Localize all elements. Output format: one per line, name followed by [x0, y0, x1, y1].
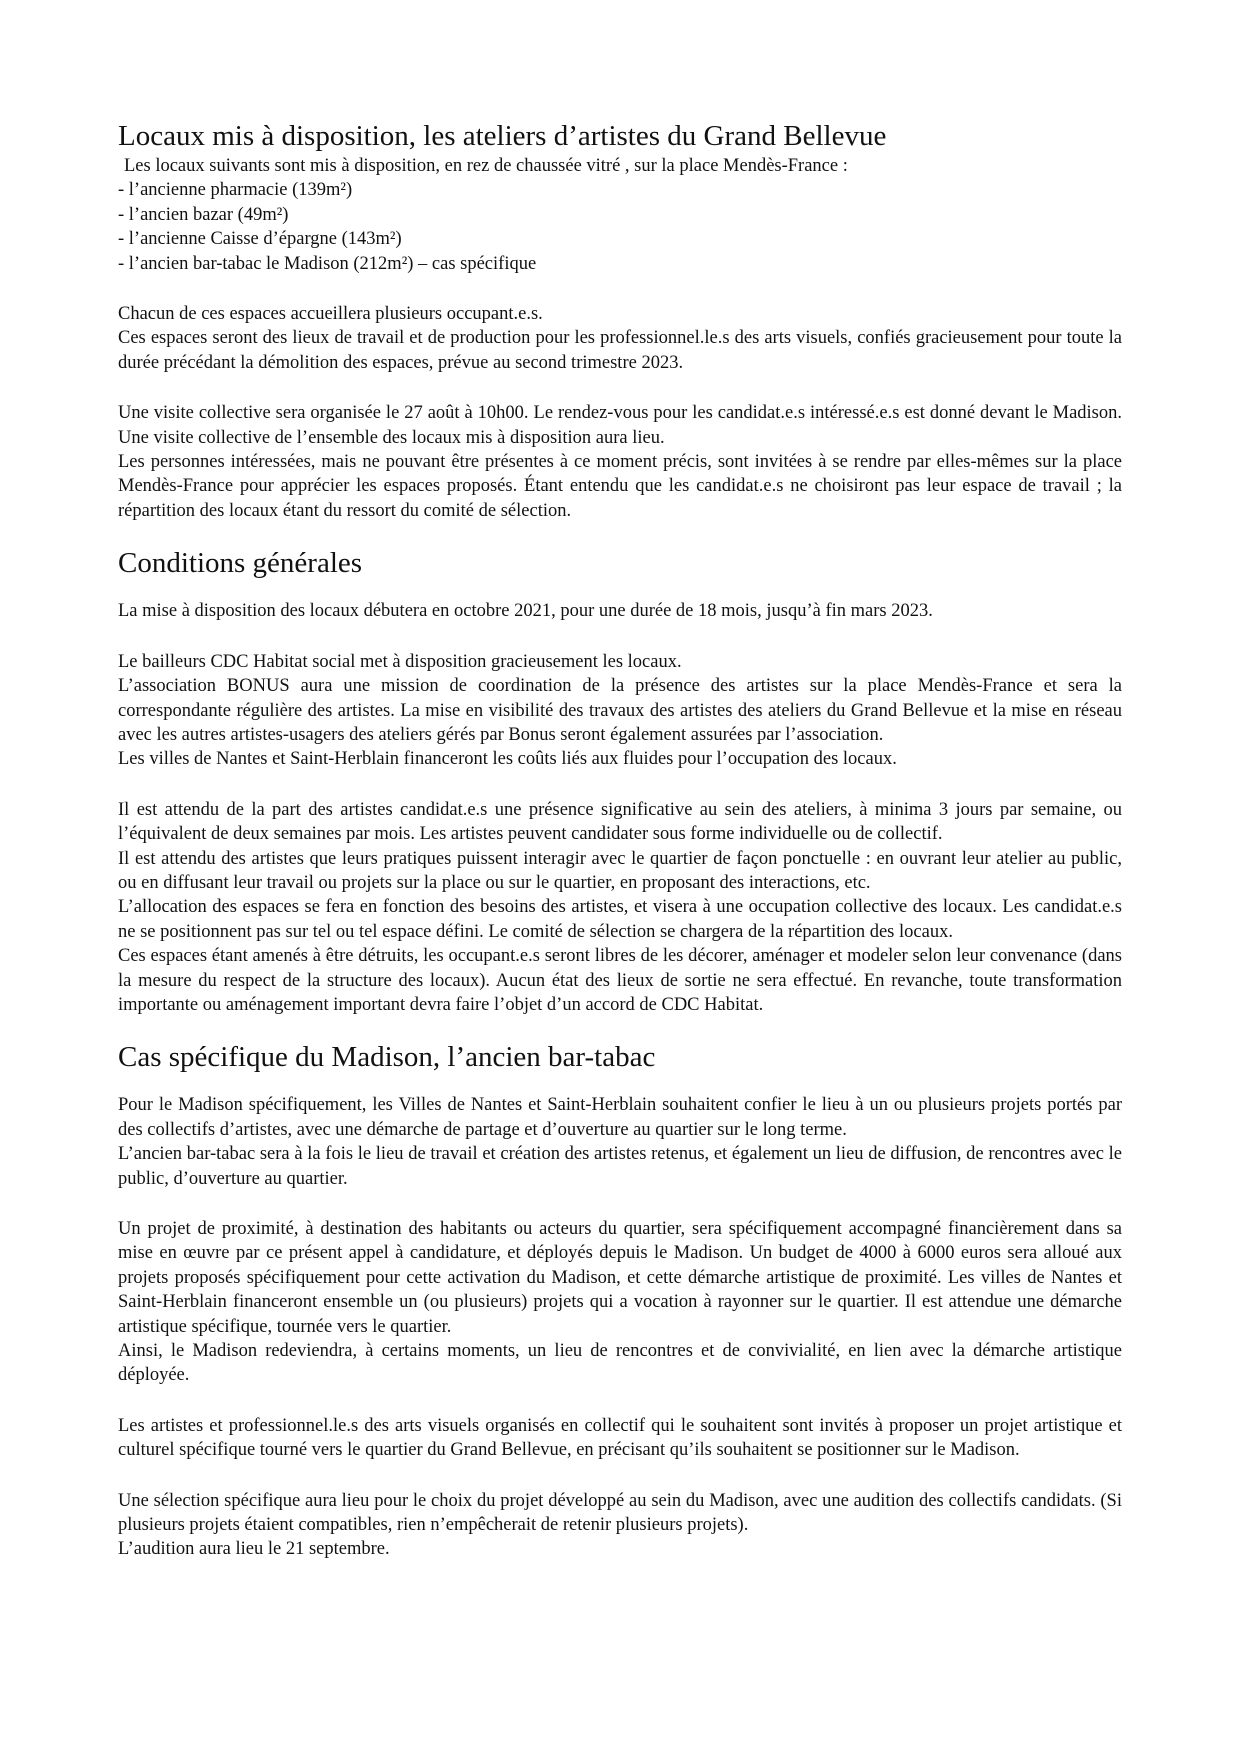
paragraph-personnes: Les personnes intéressées, mais ne pouvant être présentes à ce moment précis, sont invitées à se rendre par elles-mêmes sur la place Mendès-France pour apprécier les espaces proposés. Étant entendu que les candidat.e.s ne choisiront pas leur espace de travail ; la répartition des locaux étant du ressort du comité de sélection.: [118, 452, 1122, 521]
paragraph-espaces: Ces espaces seront des lieux de travail et de production pour les professionnel.le.s des arts visuels, confiés gracieusement pour toute la durée précédant la démolition des espaces, prévue au second trimestre 2023.: [118, 328, 1122, 373]
paragraph-allocation: L’allocation des espaces se fera en fonction des besoins des artistes, et visera à une occupation collective des locaux. Les candidat.e.s ne se positionnent pas sur tel ou tel espace défini. Le comité de sélection se chargera de la répartition des locaux.: [118, 897, 1122, 942]
paragraph-visite: Une visite collective sera organisée le 27 août à 10h00. Le rendez-vous pour les candidat.e.s intéressé.e.s est donné devant le Madison. Une visite collective de l’ensemble des locaux mis à disposition aura lieu.: [118, 403, 1122, 448]
paragraph-presence: Il est attendu de la part des artistes candidat.e.s une présence significative au sein des ateliers, à minima 3 jours par semaine, ou l’équivalent de deux semaines par mois. Les artistes peuvent candidater sous forme individuelle ou de collectif.: [118, 799, 1122, 845]
list-item-madison: - l’ancien bar-tabac le Madison (212m²) – cas spécifique: [118, 253, 537, 274]
paragraph-interaction: Il est attendu des artistes que leurs pratiques puissent interagir avec le quartier de façon ponctuelle : en ouvrant leur atelier au public, ou en diffusant leur travail ou projets sur la place ou sur le quartier, en proposant des interactions, etc.: [118, 848, 1122, 893]
paragraph-occupants: Chacun de ces espaces accueillera plusieurs occupant.e.s.: [118, 304, 543, 325]
paragraph-selection: Une sélection spécifique aura lieu pour le choix du projet développé au sein du Madison, avec une audition des collectifs candidats. (Si plusieurs projets étaient compatibles, rien n’empêcherait de retenir plusieurs projets).: [118, 1490, 1122, 1536]
paragraph-financement: Les villes de Nantes et Saint-Herblain financeront les coûts liés aux fluides pour l’occupation des locaux.: [118, 749, 897, 770]
paragraph-spacer: [118, 772, 1122, 798]
list-item-bazar: - l’ancien bazar (49m²): [118, 204, 289, 225]
paragraph-bonus: L’association BONUS aura une mission de coordination de la présence des artistes sur la place Mendès-France et sera la correspondante régulière des artistes. La mise en visibilité des travaux des artistes des ateliers du Grand Bellevue et la mise en réseau avec les autres artistes-usagers des ateliers gérés par Bonus seront également assurées par l’association.: [118, 676, 1122, 745]
paragraph-audition: L’audition aura lieu le 21 septembre.: [118, 1539, 390, 1560]
paragraph-convivialite: Ainsi, le Madison redeviendra, à certains moments, un lieu de rencontres et de convivialité, en lien avec la démarche artistique déployée.: [118, 1341, 1122, 1386]
list-item-pharmacie: - l’ancienne pharmacie (139m²): [118, 180, 353, 201]
section-title-locaux: Locaux mis à disposition, les ateliers d’artistes du Grand Bellevue: [118, 120, 887, 152]
intro-paragraph: Les locaux suivants sont mis à disposition, en rez de chaussée vitré , sur la place Mendès-France :: [124, 156, 848, 176]
section-title-conditions: Conditions générales: [118, 547, 363, 580]
paragraph-spacer: [118, 624, 1122, 650]
paragraph-madison-projets: Pour le Madison spécifiquement, les Villes de Nantes et Saint-Herblain souhaitent confier le lieu à un ou plusieurs projets portés par des collectifs d’artistes, avec une démarche de partage et d’ouverture au quartier sur le long terme.: [118, 1095, 1122, 1140]
paragraph-spacer: [118, 276, 1122, 302]
paragraph-spacer: [118, 1388, 1122, 1414]
paragraph-duree: La mise à disposition des locaux débutera en octobre 2021, pour une durée de 18 mois, jusqu’à fin mars 2023.: [118, 601, 933, 622]
paragraph-collectifs: Les artistes et professionnel.le.s des arts visuels organisés en collectif qui le souhaitent sont invités à proposer un projet artistique et culturel spécifique tourné vers le quartier du Grand Bellevue, en précisant qu’ils souhaitent se positionner sur le Madison.: [118, 1415, 1122, 1461]
paragraph-madison-lieu: L’ancien bar-tabac sera à la fois le lieu de travail et création des artistes retenus, et également un lieu de diffusion, de rencontres avec le public, d’ouverture au quartier.: [118, 1144, 1122, 1189]
list-item-caisse-epargne: - l’ancienne Caisse d’épargne (143m²): [118, 229, 402, 250]
section-title-madison: Cas spécifique du Madison, l’ancien bar-tabac: [118, 1041, 656, 1074]
document-page: [118, 118, 1122, 1562]
paragraph-spacer: [118, 1191, 1122, 1217]
paragraph-bailleur: Le bailleurs CDC Habitat social met à disposition gracieusement les locaux.: [118, 651, 682, 672]
paragraph-amenagement: Ces espaces étant amenés à être détruits, les occupant.e.s seront libres de les décorer, aménager et modeler selon leur convenance (dans la mesure du respect de la structure des locaux). Aucun état des lieux de sortie ne sera effectué. En revanche, toute transformation importante ou aménagement important devra faire l’objet d’un accord de CDC Habitat.: [118, 946, 1122, 1015]
paragraph-spacer: [118, 1463, 1122, 1489]
paragraph-proximite: Un projet de proximité, à destination des habitants ou acteurs du quartier, sera spécifiquement accompagné financièrement dans sa mise en œuvre par ce présent appel à candidature, et déployés depuis le Madison. Un budget de 4000 à 6000 euros sera alloué aux projets proposés spécifiquement pour cette activation du Madison, et cette démarche artistique de proximité. Les villes de Nantes et Saint-Herblain financeront ensemble un (ou plusieurs) projets qui a vocation à rayonner sur le quartier. Il est attendue une démarche artistique spécifique, tournée vers le quartier.: [118, 1219, 1122, 1337]
paragraph-spacer: [118, 375, 1122, 401]
